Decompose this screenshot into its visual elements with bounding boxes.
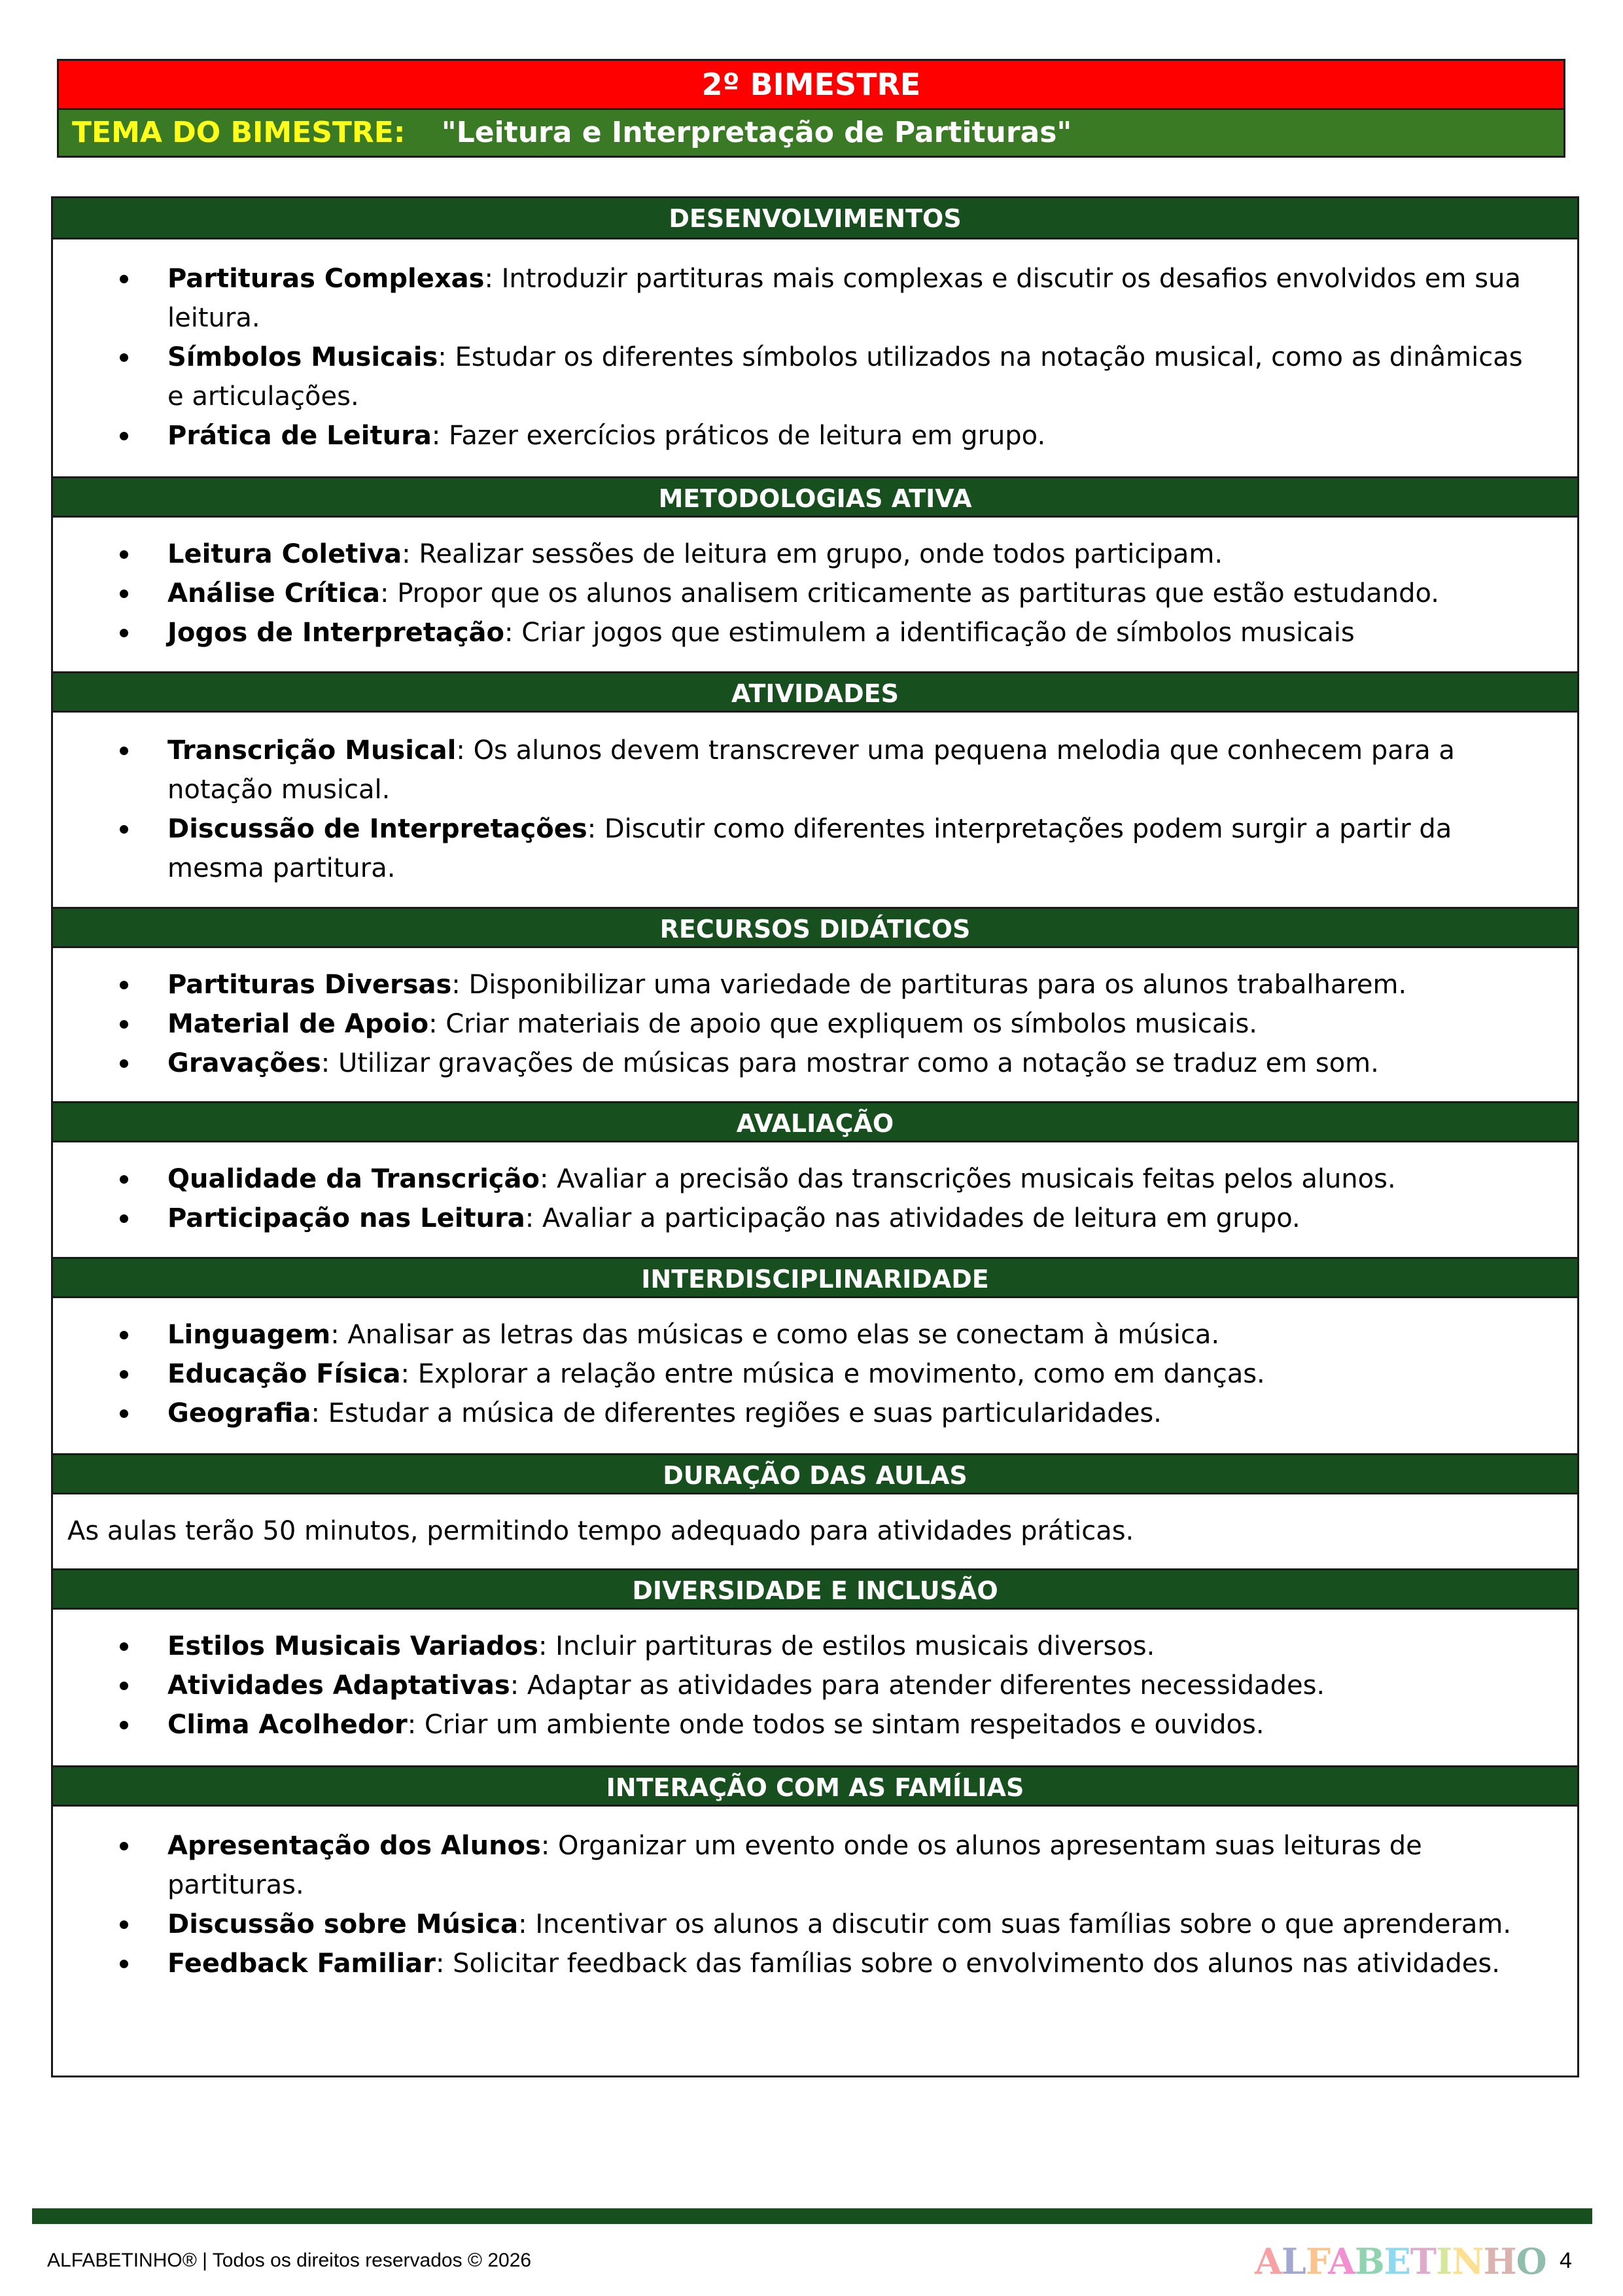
brand-letter: A xyxy=(1255,2240,1282,2282)
bullet-icon xyxy=(120,1370,128,1379)
bullet-icon xyxy=(120,1409,128,1418)
item-text: : Realizar sessões de leitura em grupo, onde todos participam. xyxy=(402,539,1223,569)
item-text: : Criar um ambiente onde todos se sintam respeitados e ouvidos. xyxy=(407,1710,1265,1740)
list-item xyxy=(53,535,1577,574)
section-body-recursos xyxy=(53,948,1577,1101)
item-title: Atividades Adaptativas xyxy=(167,1670,510,1701)
list-item xyxy=(53,1199,1577,1238)
item-title: Apresentação dos Alunos xyxy=(167,1831,541,1861)
item-title: Educação Física xyxy=(167,1359,401,1389)
brand-logo xyxy=(1255,2240,1546,2282)
section-header-atividades: ATIVIDADES xyxy=(53,671,1577,713)
bullet-icon xyxy=(120,1214,128,1223)
bullet-icon xyxy=(120,1682,128,1690)
brand-letter: I xyxy=(1435,2240,1452,2282)
section-header-metodologias: METODOLOGIAS ATIVA xyxy=(53,476,1577,518)
bullet-icon xyxy=(120,275,128,283)
bullet-list xyxy=(53,731,1577,888)
item-text: : Os alunos devem transcrever uma pequena melodia que conhecem para a notação musical. xyxy=(167,735,1455,805)
brand-letter: O xyxy=(1516,2240,1546,2282)
item-text: : Explorar a relação entre música e movimento, como em danças. xyxy=(400,1359,1265,1389)
item-title: Qualidade da Transcrição xyxy=(167,1164,540,1194)
section-header-duracao: DURAÇÃO DAS AULAS xyxy=(53,1453,1577,1494)
list-item xyxy=(53,809,1577,888)
bullet-list xyxy=(53,1627,1577,1744)
bullet-icon xyxy=(120,1059,128,1068)
item-text: : Solicitar feedback das famílias sobre o envolvimento dos alunos nas atividades. xyxy=(435,1949,1500,1979)
bullet-list xyxy=(53,1826,1577,1983)
item-text: : Criar jogos que estimulem a identificação de símbolos musicais xyxy=(504,618,1355,648)
item-text: : Adaptar as atividades para atender diferentes necessidades. xyxy=(510,1670,1325,1701)
bullet-icon xyxy=(120,747,128,755)
footer-copyright: ALFABETINHO® | Todos os direitos reservados © 2026 xyxy=(47,2250,532,2271)
duration-text: As aulas terão 50 minutos, permitindo tempo adequado para atividades práticas. xyxy=(67,1516,1134,1546)
list-item xyxy=(53,1315,1577,1354)
footer-bar xyxy=(32,2208,1592,2224)
bullet-icon xyxy=(120,1642,128,1651)
item-title: Geografia xyxy=(167,1398,311,1428)
list-item xyxy=(53,1905,1577,1944)
list-item xyxy=(53,1354,1577,1394)
page-number: 4 xyxy=(1560,2248,1572,2273)
theme-value: "Leitura e Interpretação de Partituras" xyxy=(441,116,1072,149)
brand-letter: N xyxy=(1452,2240,1484,2282)
item-title: Discussão de Interpretações xyxy=(167,814,587,844)
theme-row xyxy=(59,110,1563,156)
bimester-title: 2º BIMESTRE xyxy=(59,61,1563,110)
section-header-recursos: RECURSOS DIDÁTICOS xyxy=(53,907,1577,948)
section-body-duracao xyxy=(53,1494,1577,1568)
item-text: : Discutir como diferentes interpretações podem surgir a partir da mesma partitura. xyxy=(167,814,1452,883)
item-title: Transcrição Musical xyxy=(167,735,457,766)
list-item xyxy=(53,613,1577,652)
item-title: Símbolos Musicais xyxy=(167,342,438,372)
lesson-plan-table xyxy=(51,196,1579,2077)
section-header-familias: INTERAÇÃO COM AS FAMÍLIAS xyxy=(53,1765,1577,1807)
brand-letter: E xyxy=(1384,2240,1410,2282)
section-body-avaliacao xyxy=(53,1142,1577,1257)
item-title: Feedback Familiar xyxy=(167,1949,436,1979)
list-item xyxy=(53,1627,1577,1666)
item-title: Clima Acolhedor xyxy=(167,1710,408,1740)
bullet-icon xyxy=(120,1960,128,1968)
item-title: Jogos de Interpretação xyxy=(167,618,505,648)
section-header-avaliacao: AVALIAÇÃO xyxy=(53,1101,1577,1142)
item-text: : Avaliar a participação nas atividades de leitura em grupo. xyxy=(525,1203,1300,1233)
item-text: : Propor que os alunos analisem criticamente as partituras que estão estudando. xyxy=(380,578,1439,609)
list-item xyxy=(53,1944,1577,1983)
brand-letter: L xyxy=(1281,2240,1306,2282)
item-text: : Utilizar gravações de músicas para mostrar como a notação se traduz em som. xyxy=(321,1048,1379,1078)
bullet-icon xyxy=(120,825,128,834)
section-body-metodologias xyxy=(53,518,1577,671)
item-text: : Estudar os diferentes símbolos utilizados na notação musical, como as dinâmicas e articulações. xyxy=(167,342,1523,412)
list-item xyxy=(53,1004,1577,1044)
item-text: : Avaliar a precisão das transcrições musicais feitas pelos alunos. xyxy=(539,1164,1396,1194)
bullet-icon xyxy=(120,981,128,989)
theme-label: TEMA DO BIMESTRE: xyxy=(72,116,406,149)
bullet-icon xyxy=(120,590,128,598)
bullet-list xyxy=(53,965,1577,1083)
brand-letter: B xyxy=(1354,2240,1384,2282)
list-item xyxy=(53,1159,1577,1199)
item-text: : Criar materiais de apoio que expliquem os símbolos musicais. xyxy=(428,1009,1257,1039)
item-title: Estilos Musicais Variados xyxy=(167,1631,538,1661)
list-item xyxy=(53,338,1577,416)
bullet-icon xyxy=(120,1175,128,1184)
item-title: Partituras Diversas xyxy=(167,970,452,1000)
brand-letter: A xyxy=(1328,2240,1355,2282)
item-title: Análise Crítica xyxy=(167,578,381,609)
bullet-icon xyxy=(120,1331,128,1339)
bullet-icon xyxy=(120,353,128,362)
bullet-icon xyxy=(120,550,128,559)
item-title: Partituras Complexas xyxy=(167,264,485,294)
bullet-icon xyxy=(120,1020,128,1029)
item-title: Prática de Leitura xyxy=(167,421,432,451)
brand-letter: F xyxy=(1305,2240,1329,2282)
item-title: Material de Apoio xyxy=(167,1009,429,1039)
item-title: Discussão sobre Música xyxy=(167,1909,519,1939)
list-item xyxy=(53,574,1577,613)
list-item xyxy=(53,1044,1577,1083)
item-text: : Estudar a música de diferentes regiões e suas particularidades. xyxy=(311,1398,1162,1428)
list-item xyxy=(53,1705,1577,1744)
bullet-list xyxy=(53,1159,1577,1238)
section-body-desenvolvimentos xyxy=(53,239,1577,476)
section-body-interdisciplinaridade xyxy=(53,1298,1577,1453)
item-text: : Analisar as letras das músicas e como elas se conectam à música. xyxy=(330,1320,1220,1350)
list-item xyxy=(53,416,1577,455)
item-text: : Incentivar os alunos a discutir com suas famílias sobre o que aprenderam. xyxy=(518,1909,1512,1939)
bimester-title-block xyxy=(57,59,1565,158)
item-text: : Fazer exercícios práticos de leitura em grupo. xyxy=(431,421,1046,451)
bullet-icon xyxy=(120,1721,128,1729)
section-body-atividades xyxy=(53,713,1577,907)
bullet-list xyxy=(53,535,1577,652)
list-item xyxy=(53,731,1577,809)
list-item xyxy=(53,1394,1577,1433)
bullet-list xyxy=(53,1315,1577,1433)
item-title: Linguagem xyxy=(167,1320,331,1350)
bullet-icon xyxy=(120,1920,128,1929)
item-text: : Incluir partituras de estilos musicais diversos. xyxy=(538,1631,1155,1661)
list-item xyxy=(53,1826,1577,1905)
item-text: : Organizar um evento onde os alunos apresentam suas leituras de partituras. xyxy=(167,1831,1422,1900)
section-body-familias xyxy=(53,1807,1577,2077)
list-item xyxy=(53,1666,1577,1705)
item-title: Gravações xyxy=(167,1048,321,1078)
brand-letter: T xyxy=(1410,2240,1436,2282)
item-title: Participação nas Leitura xyxy=(167,1203,525,1233)
section-header-diversidade: DIVERSIDADE E INCLUSÃO xyxy=(53,1568,1577,1610)
bullet-icon xyxy=(120,629,128,637)
brand-letter: H xyxy=(1483,2240,1516,2282)
section-header-desenvolvimentos: DESENVOLVIMENTOS xyxy=(53,198,1577,239)
section-header-interdisciplinaridade: INTERDISCIPLINARIDADE xyxy=(53,1257,1577,1298)
list-item xyxy=(53,259,1577,338)
item-text: : Introduzir partituras mais complexas e discutir os desafios envolvidos em sua leitura. xyxy=(167,264,1521,333)
section-body-diversidade xyxy=(53,1610,1577,1765)
item-text: : Disponibilizar uma variedade de partituras para os alunos trabalharem. xyxy=(451,970,1407,1000)
item-title: Leitura Coletiva xyxy=(167,539,402,569)
list-item xyxy=(53,965,1577,1004)
bullet-icon xyxy=(120,1842,128,1850)
bullet-list xyxy=(53,259,1577,455)
bullet-icon xyxy=(120,432,128,440)
